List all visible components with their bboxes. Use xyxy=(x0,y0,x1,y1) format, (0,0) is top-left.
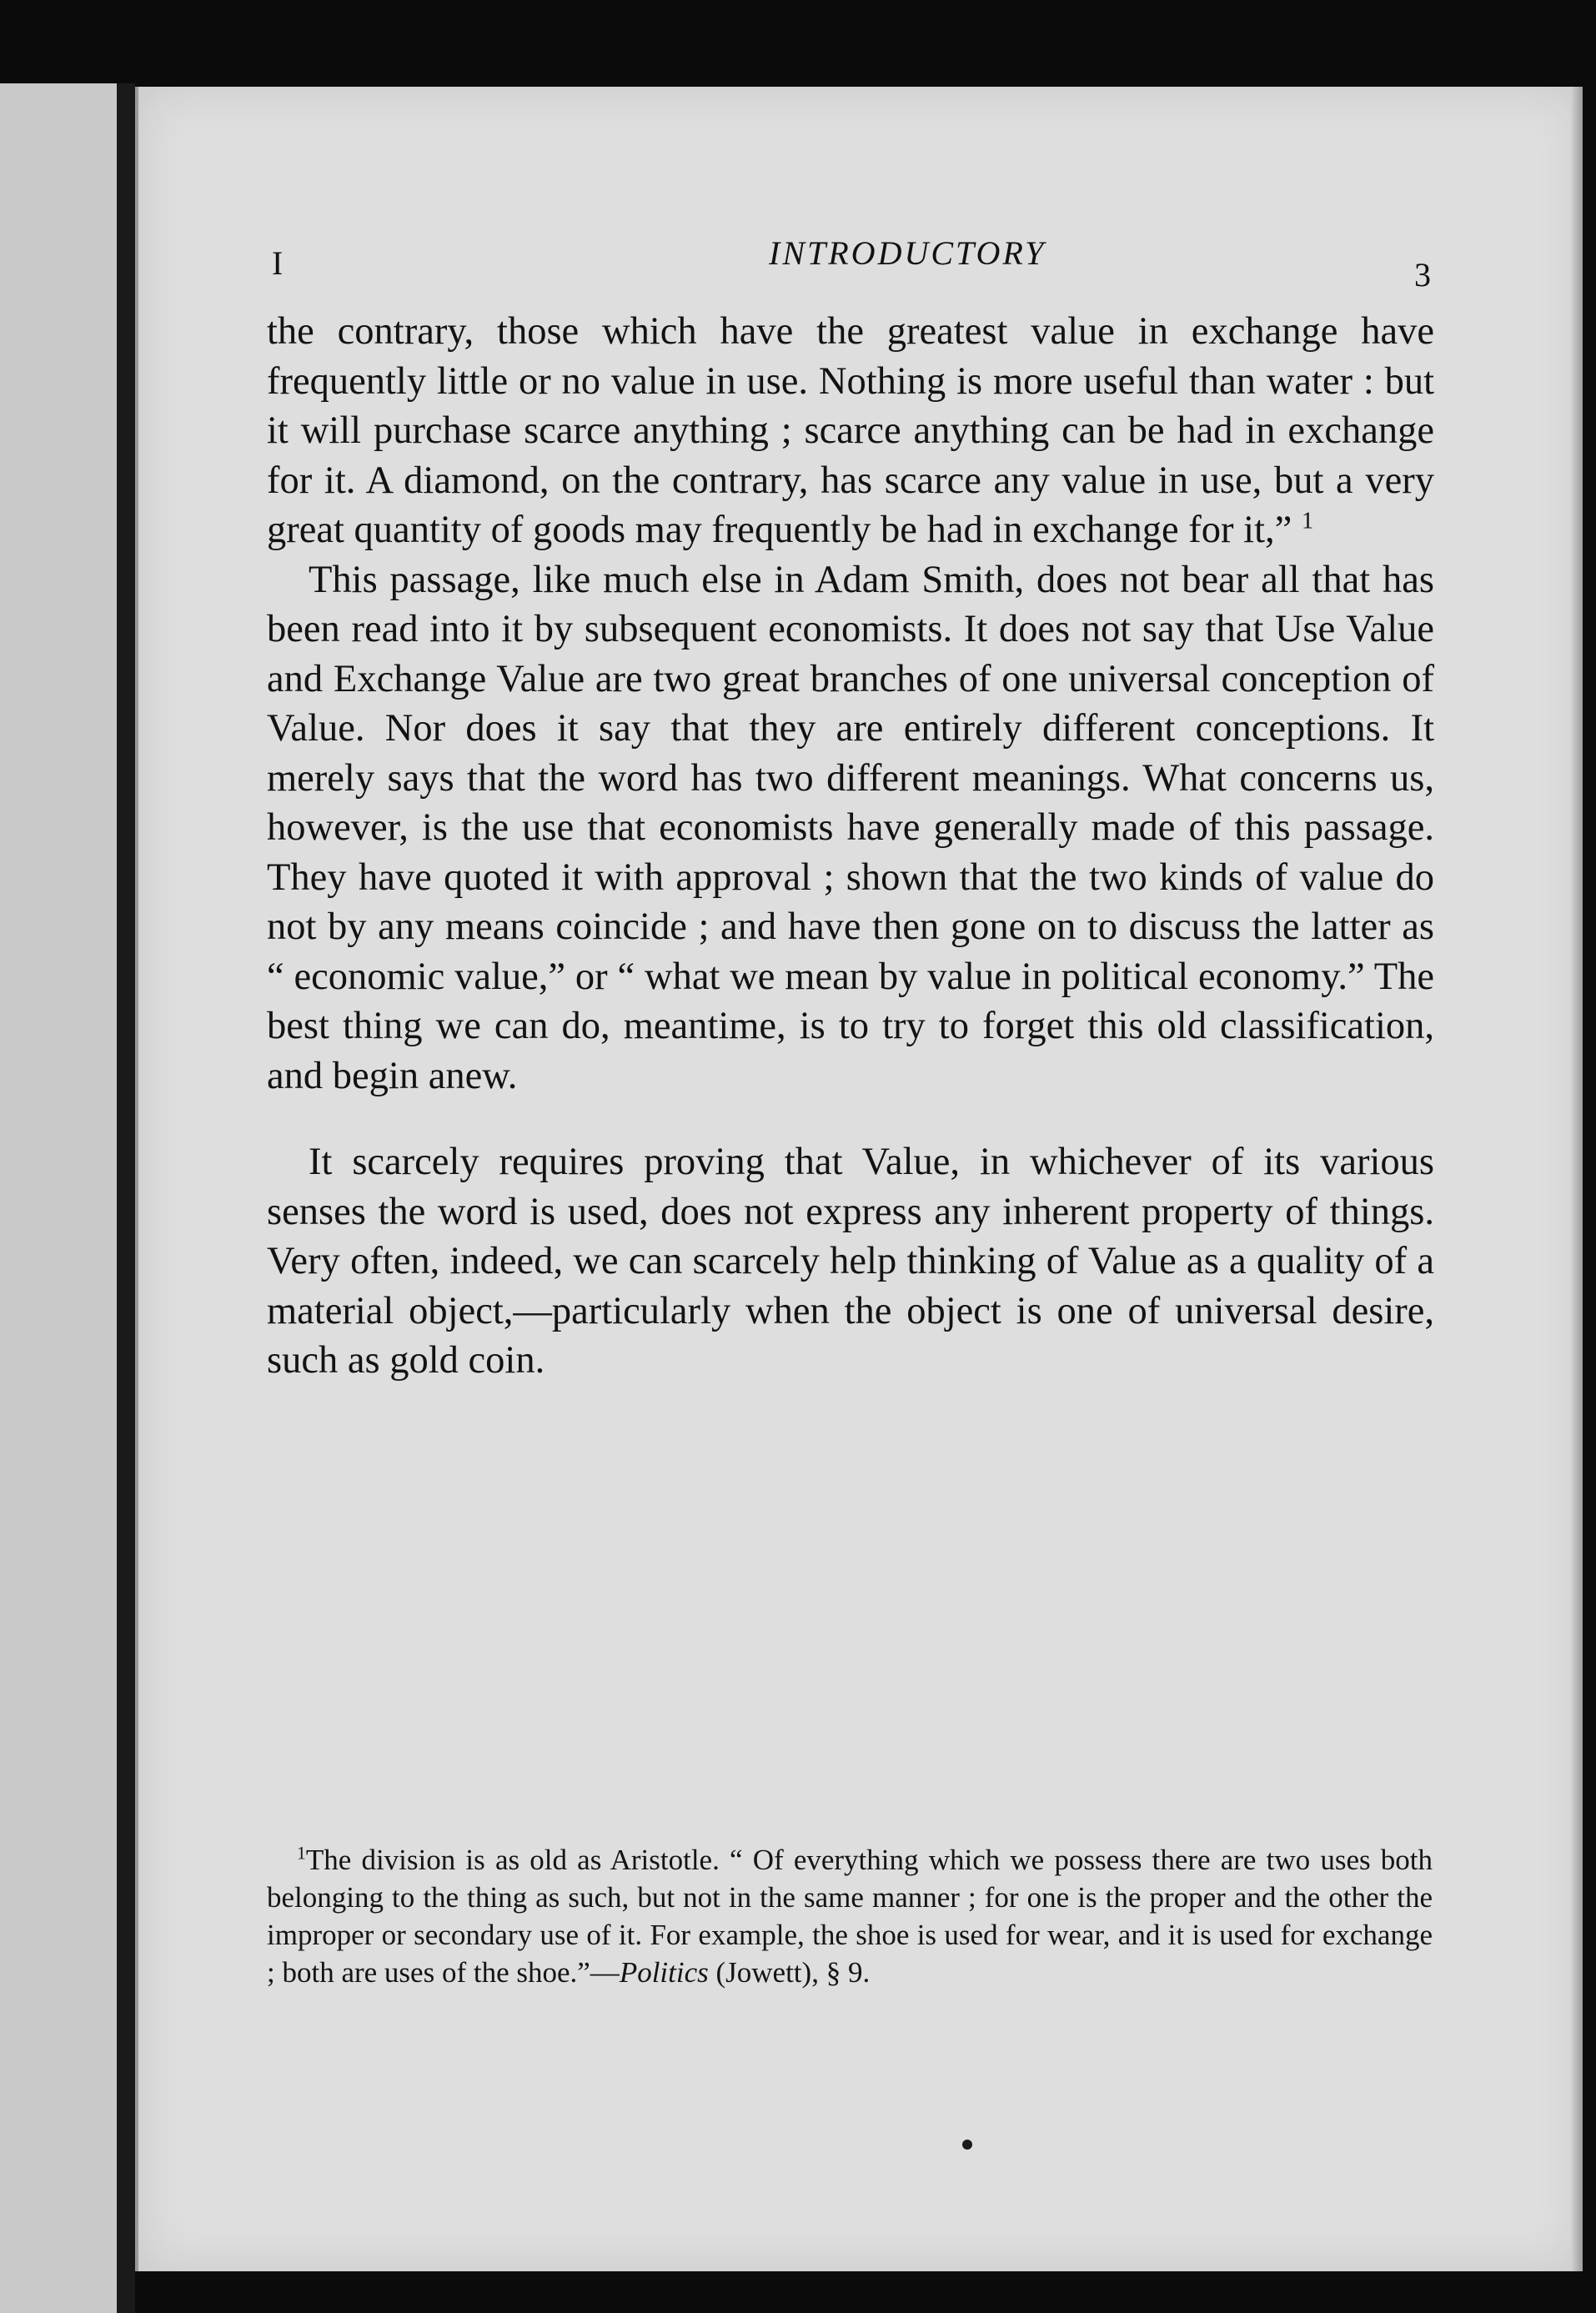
body-text xyxy=(267,307,1434,1386)
footnote-reference: 1 xyxy=(1301,507,1314,534)
book-page xyxy=(135,87,1583,2271)
paragraph-1-text: the contrary, those which have the greatest value in exchange have frequently little or no value in use. Nothing is more useful than water : but it will purchase scarce anything ; scarce anything can be had in exchange for it. A diamond, on the contrary, has scarce any value in use, but a very great quantity of goods may frequently be had in exchange for it,” xyxy=(267,310,1434,551)
footnote-source-title: Politics xyxy=(619,1956,709,1989)
page-number: 3 xyxy=(1414,256,1431,294)
running-title: INTRODUCTORY xyxy=(769,234,1046,272)
paragraph-1 xyxy=(267,307,1434,555)
footnote-paragraph xyxy=(267,1841,1433,1991)
footnote-mark: 1 xyxy=(297,1843,306,1864)
chapter-number: I xyxy=(272,244,284,282)
footnote-text: The division is as old as Aristotle. “ Of everything which we possess there are two uses both belonging to the thing as such, but not in the same manner ; for one is the proper and the other the improper or secondary use of it. For example, the shoe is used for wear, and it is used for exchange ; both are uses of the shoe.”— xyxy=(267,1844,1433,1989)
facing-page-edge xyxy=(0,83,123,2313)
running-head xyxy=(272,227,1439,302)
page-edge-shadow xyxy=(1571,87,1583,2271)
footnote-citation: (Jowett), § 9. xyxy=(708,1956,871,1989)
paragraph-2: This passage, like much else in Adam Smith, does not bear all that has been read into it by subsequent economists. It does not say that Use Value and Exchange Value are two great branches of one universal conception of Value. Nor does it say that they are entirely different conceptions. It merely says that the word has two different meanings. What concerns us, however, is the use that economists have generally made of this passage. They have quoted it with approval ; shown that the two kinds of value do not by any means coincide ; and have then gone on to discuss the latter as “ economic value,” or “ what we mean by value in political economy.” The best thing we can do, meantime, is to try to forget this old classification, and begin anew. xyxy=(267,558,1434,1097)
book-gutter xyxy=(123,83,135,2313)
footnote xyxy=(267,1841,1433,1991)
paragraph-3: It scarcely requires proving that Value, in whichever of its various senses the word is used, does not express any inherent property of things. Very often, indeed, we can scarcely help thinking of Value as a quality of a material object,—particularly when the object is one of universal desire, such as gold coin. xyxy=(267,1141,1434,1382)
ink-speck xyxy=(962,2140,972,2150)
